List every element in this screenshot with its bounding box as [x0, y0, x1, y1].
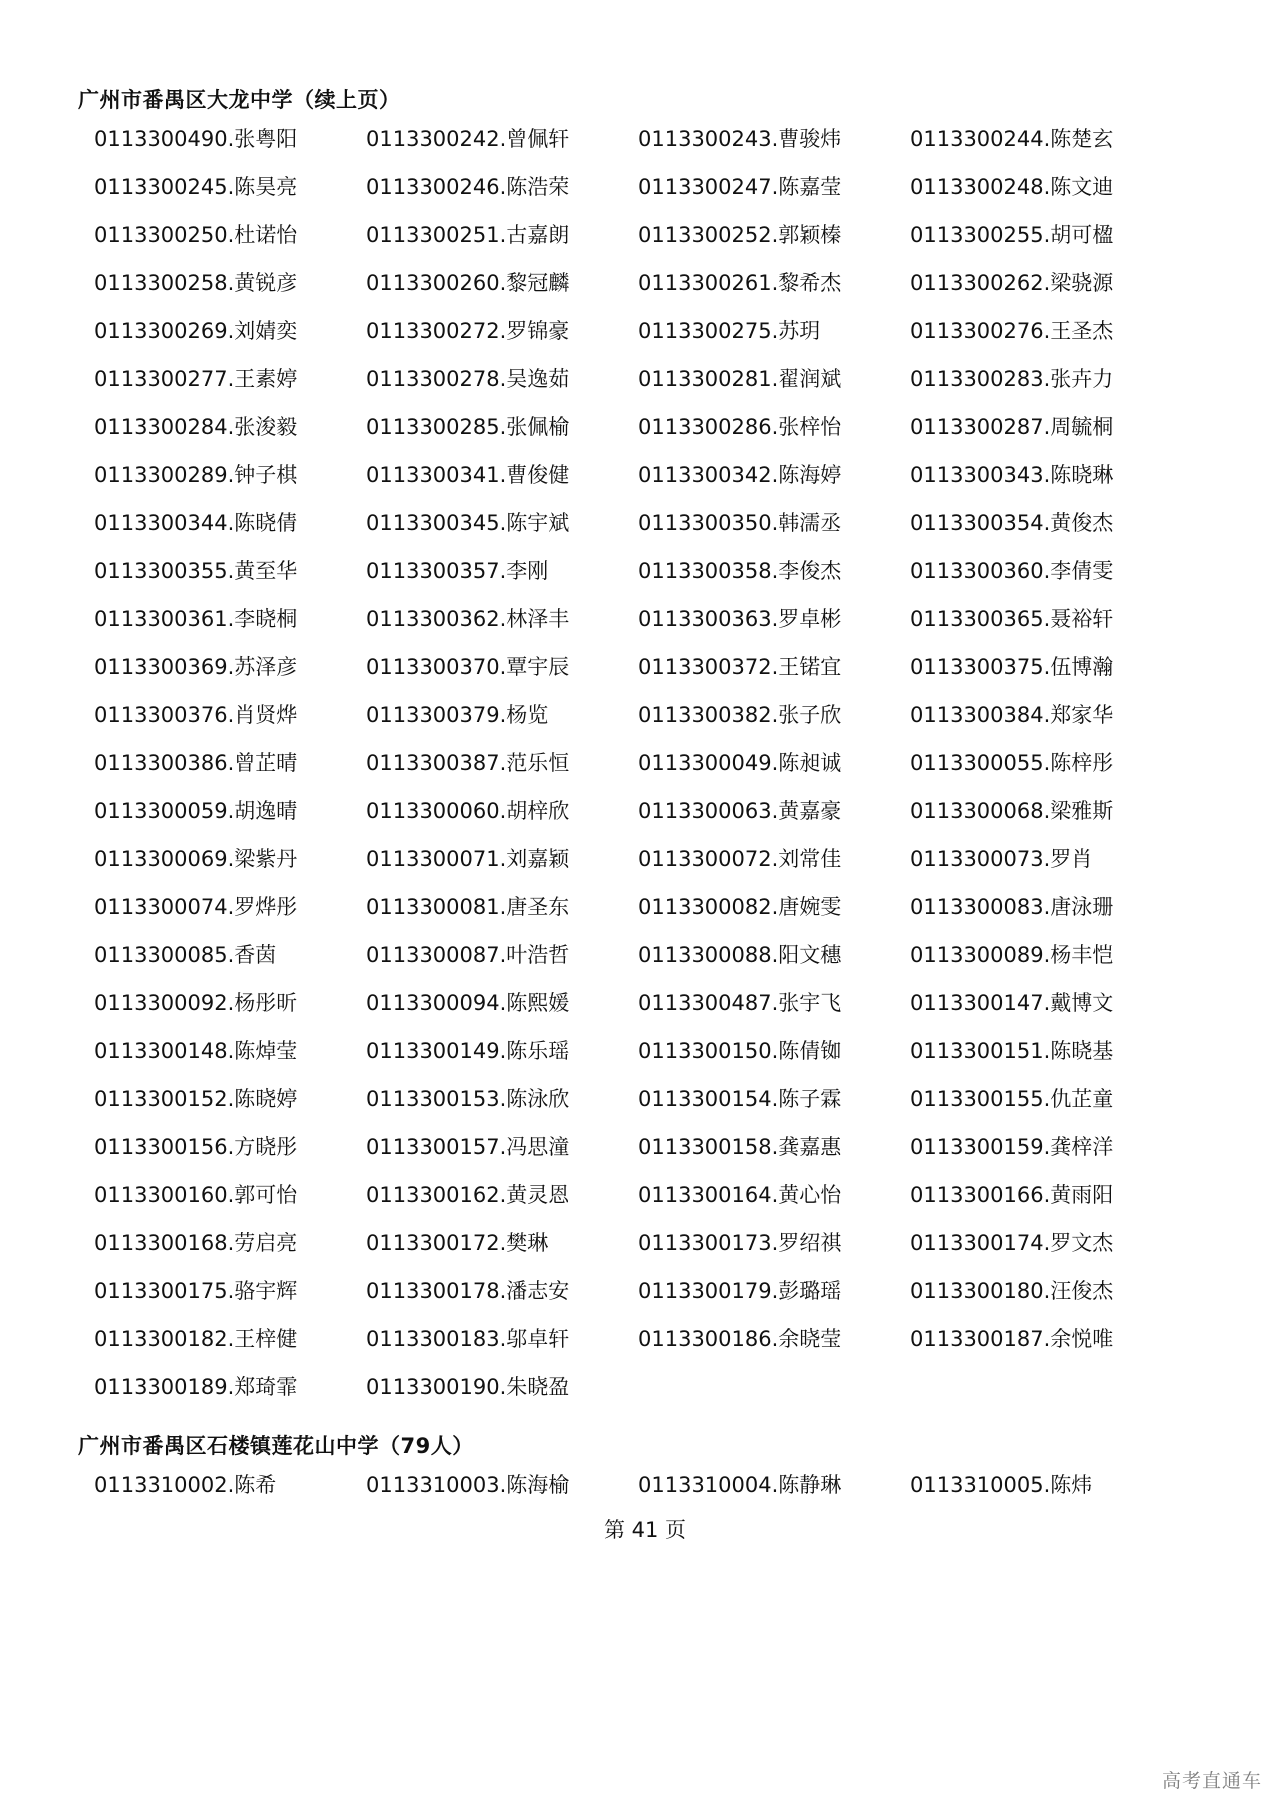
student-entry: 0113300083.唐泳珊	[910, 895, 1114, 919]
student-entry: 0113300269.刘婧奕	[94, 319, 298, 343]
student-entry: 0113300175.骆宇辉	[94, 1279, 298, 1303]
student-entry: 0113300082.唐婉雯	[638, 895, 842, 919]
student-entry: 0113300360.李倩雯	[910, 559, 1114, 583]
student-entry: 0113300289.钟子棋	[94, 463, 298, 487]
student-entry: 0113300049.陈昶诚	[638, 751, 842, 775]
student-entry: 0113300278.吴逸茹	[366, 367, 570, 391]
page-number: 第 41 页	[603, 1518, 687, 1542]
student-entry: 0113300260.黎冠麟	[366, 271, 570, 295]
student-entry: 0113300166.黄雨阳	[910, 1183, 1114, 1207]
student-entry: 0113300286.张梓怡	[638, 415, 842, 439]
student-entry: 0113300159.龚梓洋	[910, 1135, 1114, 1159]
student-entry: 0113300243.曹骏炜	[638, 127, 842, 151]
student-entry: 0113300085.香茵	[94, 943, 277, 967]
student-entry: 0113300350.韩濡丞	[638, 511, 842, 535]
student-entry: 0113300186.余晓莹	[638, 1327, 842, 1351]
student-entry: 0113300287.周毓桐	[910, 415, 1114, 439]
student-entry: 0113300160.郭可怡	[94, 1183, 298, 1207]
student-entry: 0113300088.阳文穗	[638, 943, 842, 967]
student-entry: 0113300149.陈乐瑶	[366, 1039, 570, 1063]
student-entry: 0113300358.李俊杰	[638, 559, 842, 583]
student-entry: 0113300179.彭璐瑶	[638, 1279, 842, 1303]
student-entry: 0113300182.王梓健	[94, 1327, 298, 1351]
student-entry: 0113300387.范乐恒	[366, 751, 570, 775]
student-entry: 0113300073.罗肖	[910, 847, 1093, 871]
student-entry: 0113300376.肖贤烨	[94, 703, 298, 727]
section-title-lianhuashan: 广州市番禺区石楼镇莲花山中学（79人）	[78, 1434, 474, 1458]
student-entry: 0113300248.陈文迪	[910, 175, 1114, 199]
student-entry: 0113300251.古嘉朗	[366, 223, 570, 247]
student-entry: 0113300354.黄俊杰	[910, 511, 1114, 535]
student-entry: 0113300277.王素婷	[94, 367, 298, 391]
student-entry: 0113300147.戴博文	[910, 991, 1114, 1015]
student-entry: 0113300250.杜诺怡	[94, 223, 298, 247]
student-entry: 0113300261.黎希杰	[638, 271, 842, 295]
student-entry: 0113300355.黄至华	[94, 559, 298, 583]
student-entry: 0113300063.黄嘉豪	[638, 799, 842, 823]
student-entry: 0113300258.黄锐彦	[94, 271, 298, 295]
student-entry: 0113300247.陈嘉莹	[638, 175, 842, 199]
student-entry: 0113300365.聂裕轩	[910, 607, 1114, 631]
student-entry: 0113300155.仇芷童	[910, 1087, 1114, 1111]
student-entry: 0113300342.陈海婷	[638, 463, 842, 487]
student-entry: 0113310002.陈希	[94, 1473, 277, 1497]
student-entry: 0113310005.陈炜	[910, 1473, 1093, 1497]
student-entry: 0113300168.劳启亮	[94, 1231, 298, 1255]
student-list-lianhuashan	[94, 1472, 1214, 1520]
student-entry: 0113300172.樊琳	[366, 1231, 549, 1255]
student-entry: 0113300094.陈熙媛	[366, 991, 570, 1015]
student-entry: 0113300068.梁雅斯	[910, 799, 1114, 823]
student-entry: 0113300379.杨览	[366, 703, 549, 727]
student-entry: 0113300059.胡逸晴	[94, 799, 298, 823]
student-list-dalong	[94, 126, 1214, 1422]
student-entry: 0113300285.张佩榆	[366, 415, 570, 439]
student-entry: 0113300345.陈宇斌	[366, 511, 570, 535]
student-entry: 0113300281.翟润斌	[638, 367, 842, 391]
student-entry: 0113300153.陈泳欣	[366, 1087, 570, 1111]
student-entry: 0113300148.陈焯莹	[94, 1039, 298, 1063]
student-entry: 0113300283.张卉力	[910, 367, 1114, 391]
watermark: 高考直通车	[1161, 1770, 1262, 1792]
student-entry: 0113300384.郑家华	[910, 703, 1114, 727]
student-entry: 0113300150.陈倩铷	[638, 1039, 842, 1063]
student-entry: 0113300244.陈楚玄	[910, 127, 1114, 151]
student-entry: 0113300386.曾芷晴	[94, 751, 298, 775]
student-entry: 0113310003.陈海榆	[366, 1473, 570, 1497]
student-entry: 0113300089.杨丰恺	[910, 943, 1114, 967]
student-entry: 0113300363.罗卓彬	[638, 607, 842, 631]
student-entry: 0113300178.潘志安	[366, 1279, 570, 1303]
student-entry: 0113300156.方晓彤	[94, 1135, 298, 1159]
student-entry: 0113300255.胡可楹	[910, 223, 1114, 247]
student-entry: 0113300382.张子欣	[638, 703, 842, 727]
student-entry: 0113300060.胡梓欣	[366, 799, 570, 823]
student-entry: 0113300092.杨彤昕	[94, 991, 298, 1015]
student-entry: 0113300372.王锘宜	[638, 655, 842, 679]
student-entry: 0113300375.伍博瀚	[910, 655, 1114, 679]
student-entry: 0113300242.曾佩轩	[366, 127, 570, 151]
student-entry: 0113300162.黄灵恩	[366, 1183, 570, 1207]
section-title-dalong: 广州市番禺区大龙中学（续上页）	[78, 88, 401, 112]
student-entry: 0113300189.郑琦霏	[94, 1375, 298, 1399]
student-entry: 0113300246.陈浩荣	[366, 175, 570, 199]
student-entry: 0113300362.林泽丰	[366, 607, 570, 631]
student-entry: 0113300173.罗绍祺	[638, 1231, 842, 1255]
student-entry: 0113300284.张浚毅	[94, 415, 298, 439]
student-entry: 0113300152.陈晓婷	[94, 1087, 298, 1111]
student-entry: 0113300361.李晓桐	[94, 607, 298, 631]
student-entry: 0113300157.冯思潼	[366, 1135, 570, 1159]
student-entry: 0113300487.张宇飞	[638, 991, 842, 1015]
student-entry: 0113300154.陈子霖	[638, 1087, 842, 1111]
student-entry: 0113310004.陈静琳	[638, 1473, 842, 1497]
student-entry: 0113300369.苏泽彦	[94, 655, 298, 679]
student-entry: 0113300187.余悦唯	[910, 1327, 1114, 1351]
student-entry: 0113300072.刘常佳	[638, 847, 842, 871]
student-entry: 0113300158.龚嘉惠	[638, 1135, 842, 1159]
student-entry: 0113300245.陈昊亮	[94, 175, 298, 199]
student-entry: 0113300190.朱晓盈	[366, 1375, 570, 1399]
student-entry: 0113300074.罗烨彤	[94, 895, 298, 919]
student-entry: 0113300275.苏玥	[638, 319, 821, 343]
student-entry: 0113300183.邬卓轩	[366, 1327, 570, 1351]
student-entry: 0113300262.梁骁源	[910, 271, 1114, 295]
student-entry: 0113300164.黄心怡	[638, 1183, 842, 1207]
student-entry: 0113300151.陈晓基	[910, 1039, 1114, 1063]
student-entry: 0113300071.刘嘉颖	[366, 847, 570, 871]
student-entry: 0113300343.陈晓琳	[910, 463, 1114, 487]
student-entry: 0113300276.王圣杰	[910, 319, 1114, 343]
student-entry: 0113300055.陈梓彤	[910, 751, 1114, 775]
student-entry: 0113300344.陈晓倩	[94, 511, 298, 535]
student-entry: 0113300272.罗锦豪	[366, 319, 570, 343]
student-entry: 0113300341.曹俊健	[366, 463, 570, 487]
student-entry: 0113300357.李刚	[366, 559, 549, 583]
student-entry: 0113300490.张粤阳	[94, 127, 298, 151]
student-entry: 0113300174.罗文杰	[910, 1231, 1114, 1255]
student-entry: 0113300180.汪俊杰	[910, 1279, 1114, 1303]
student-entry: 0113300087.叶浩哲	[366, 943, 570, 967]
student-entry: 0113300081.唐圣东	[366, 895, 570, 919]
student-entry: 0113300370.覃宇辰	[366, 655, 570, 679]
student-entry: 0113300252.郭颖榛	[638, 223, 842, 247]
student-entry: 0113300069.梁紫丹	[94, 847, 298, 871]
